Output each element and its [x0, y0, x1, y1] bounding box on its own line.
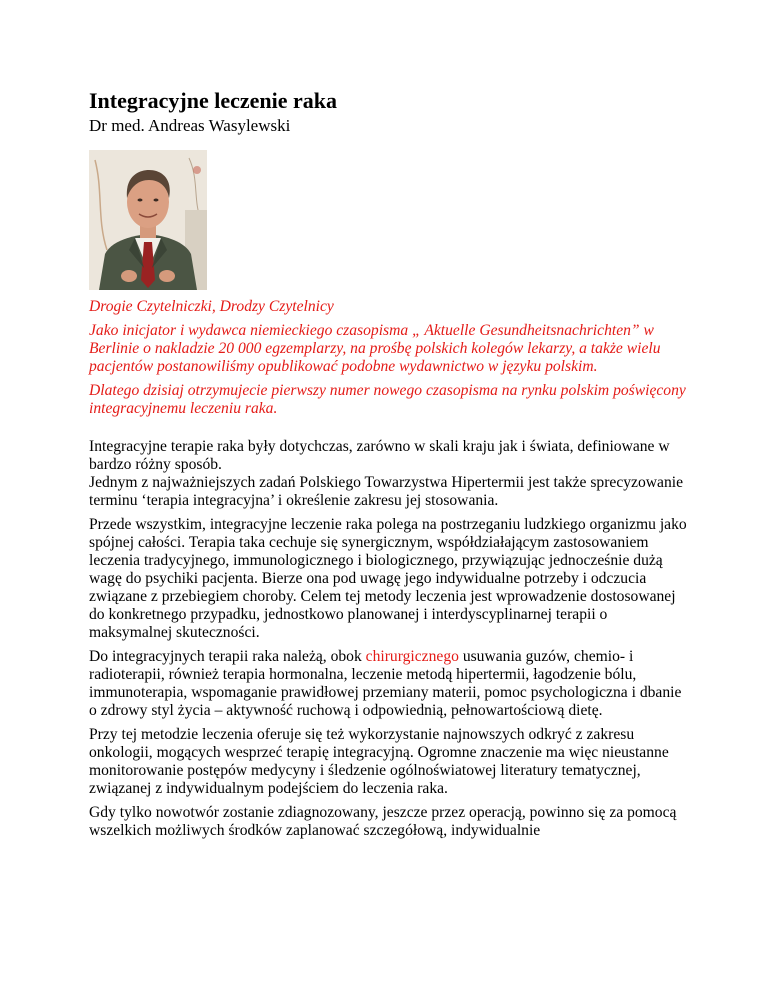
body-paragraph: Gdy tylko nowotwór zostanie zdiagnozowany, jeszcze przez operacją, powinno się za pomocą wszelkich możliwych środków zaplanować szczegółową, indywidualnie: [89, 804, 677, 839]
intro-paragraph: Jako inicjator i wydawca niemieckiego czasopisma „ Aktuelle Gesundheitsnachrichten” w Berlinie o nakladzie 20 000 egzemplarzy, na prośbę polskich kolegów lekarzy, a także wielu pacjentów postanowiliśmy opublikować podobne wydawnictwo w języku polskim.: [89, 322, 661, 375]
body-paragraph: [89, 648, 689, 720]
portrait-illustration: [89, 150, 207, 290]
article-body: [89, 438, 689, 840]
author-portrait-photo: [89, 150, 207, 290]
intro-greeting: Drogie Czytelniczki, Drodzy Czytelnicy: [89, 298, 334, 315]
editorial-intro: [89, 298, 689, 418]
highlighted-word: chirurgicznego: [365, 648, 459, 665]
body-paragraph: [89, 438, 689, 510]
paragraph-text: usuwania guzów, chemio- i radioterapii, również terapia hormonalna, leczenie metodą hipertermii, łagodzenie bólu, immunoterapia, wspomaganie prawidłowej przemiany materii, pomoc psychologiczna i dbanie o zdrowy styl życia – aktywność ruchową i odpowiednią, pełnowartościową dietę.: [89, 648, 682, 719]
body-paragraph: Przy tej metodzie leczenia oferuje się też wykorzystanie najnowszych odkryć z zakresu onkologii, mogących wesprzeć terapię integracyjną. Ogromne znaczenie ma więc nieustanne monitorowanie postępów medycyny i śledzenie ogólnoświatowej literatury tematycznej, związanej z indywidualnym podejściem do leczenia raka.: [89, 726, 669, 797]
body-paragraph: Przede wszystkim, integracyjne leczenie raka polega na postrzeganiu ludzkiego organizmu jako spójnej całości. Terapia taka cechuje się synergicznym, współdziałającym zastosowaniem leczenia tradycyjnego, immunologicznego i biologicznego, przywiązując jednocześnie dużą wagę do psychiki pacjenta. Bierze ona pod uwagę jego indywidualne potrzeby i odczucia związane z przebiegiem choroby. Celem tej metody leczenia jest wprowadzenie dostosowanej do konkretnego przypadku, jednostkowo planowanej i interdyscyplinarnej terapii o maksymalnej skuteczności.: [89, 516, 687, 641]
intro-paragraph: Dlatego dzisiaj otrzymujecie pierwszy numer nowego czasopisma na rynku polskim poświęcony integracyjnemu leczeniu raka.: [89, 382, 686, 417]
paragraph-text: Jednym z najważniejszych zadań Polskiego Towarzystwa Hipertermii jest także sprecyzowanie terminu ‘terapia integracyjna’ i określenie zakresu jej stosowania.: [89, 474, 684, 509]
paragraph-text: Integracyjne terapie raka były dotychczas, zarówno w skali kraju jak i świata, definiowane w bardzo różny sposób.: [89, 438, 670, 473]
article-title: Integracyjne leczenie raka: [89, 88, 338, 113]
article: [89, 88, 689, 846]
paragraph-text: Do integracyjnych terapii raka należą, obok: [89, 648, 366, 665]
article-author: Dr med. Andreas Wasylewski: [89, 116, 291, 135]
